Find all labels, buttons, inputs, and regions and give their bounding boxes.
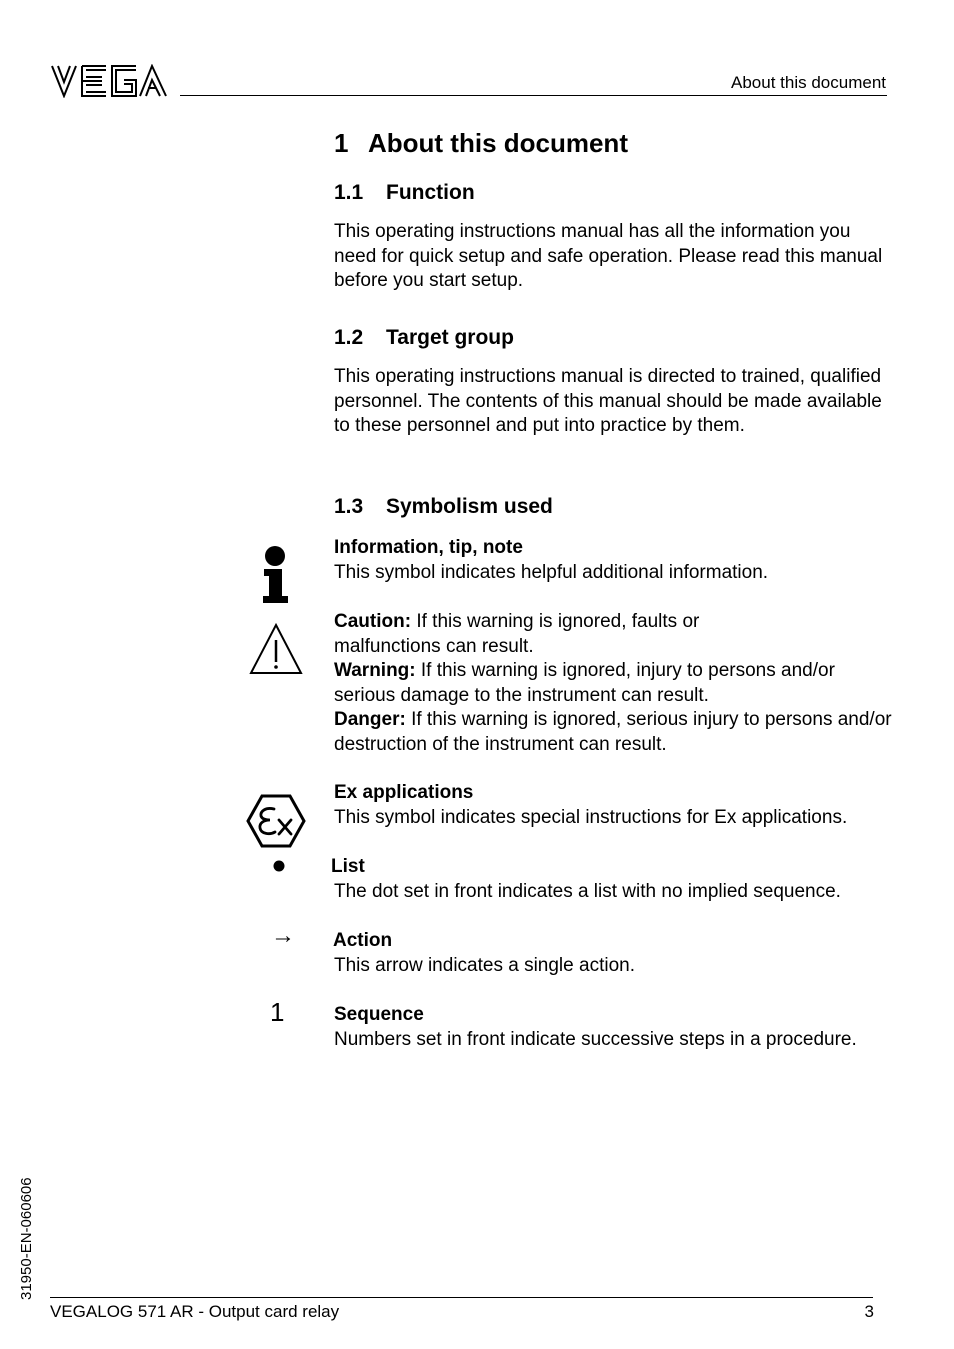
action-arrow-icon: → xyxy=(271,922,295,949)
bullet-dot-icon xyxy=(272,859,286,873)
warning-text: If this warning is ignored, injury to persons and/or serious damage to the instrument can result. xyxy=(334,660,835,706)
section-number: 1.2 xyxy=(334,326,364,349)
sequence-title: Sequence xyxy=(334,1004,424,1025)
info-title: Information, tip, note xyxy=(334,537,523,558)
list-text: The dot set in front indicates a list with no implied sequence. xyxy=(334,881,841,902)
section-title: Target group xyxy=(386,326,514,349)
ex-hexagon-icon xyxy=(246,794,306,848)
chapter-title: About this document xyxy=(368,128,628,158)
header-rule xyxy=(180,95,887,96)
info-icon xyxy=(260,545,292,605)
section-title: Symbolism used xyxy=(386,495,553,518)
caution-label: Caution: xyxy=(334,611,412,632)
sequence-number-icon: 1 xyxy=(270,997,285,1027)
section-number: 1.1 xyxy=(334,181,364,204)
warning-label: Warning: xyxy=(334,660,416,681)
info-text: This symbol indicates helpful additional information. xyxy=(334,562,769,583)
document-code xyxy=(18,1150,42,1300)
section-title: Function xyxy=(386,181,475,204)
warning-triangle-icon xyxy=(248,622,304,676)
action-text: This arrow indicates a single action. xyxy=(334,955,635,976)
danger-text: If this warning is ignored, serious injury to persons and/or destruction of the instrument can result. xyxy=(334,709,892,755)
sequence-text: Numbers set in front indicate successive steps in a procedure. xyxy=(334,1029,857,1050)
caution-line-1 xyxy=(334,610,894,635)
footer-product: VEGALOG 571 AR - Output card relay xyxy=(50,1302,340,1321)
footer-rule xyxy=(50,1297,873,1298)
section-heading-function xyxy=(334,181,475,205)
warning-paragraph xyxy=(334,659,894,708)
ex-text: This symbol indicates special instructions for Ex applications. xyxy=(334,807,848,828)
section-heading-target-group xyxy=(334,326,514,350)
caution-line-2: malfunctions can result. xyxy=(334,636,534,657)
danger-paragraph xyxy=(334,708,894,757)
caution-text: If this warning is ignored, faults or xyxy=(411,611,700,632)
document-code-text: 31950-EN-060606 xyxy=(18,1177,35,1300)
ex-title: Ex applications xyxy=(334,782,474,803)
target-group-paragraph: This operating instructions manual is directed to trained, qualified personnel. The contents of this manual should be made available to these personnel and put into practice by them. xyxy=(334,366,882,436)
section-number: 1.3 xyxy=(334,495,364,518)
action-title: Action xyxy=(333,930,393,951)
list-title: List xyxy=(331,856,365,877)
chapter-number: 1 xyxy=(334,128,349,158)
section-heading-symbolism xyxy=(334,495,553,519)
chapter-heading xyxy=(334,128,628,159)
function-paragraph: This operating instructions manual has all the information you need for quick setup and safe operation. Please read this manual before you start setup. xyxy=(334,221,883,291)
danger-label: Danger: xyxy=(334,709,406,730)
header-title: About this document xyxy=(731,73,886,92)
page-number: 3 xyxy=(864,1302,874,1321)
vega-logo xyxy=(50,64,168,98)
